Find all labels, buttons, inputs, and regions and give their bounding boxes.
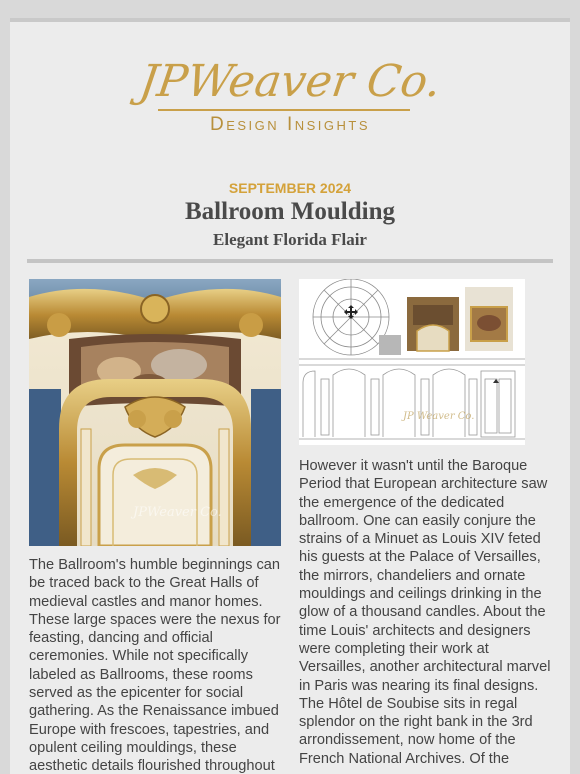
brand-tagline: Design Insights	[209, 114, 370, 135]
article-text-right: However it wasn't until the Baroque Period that European architecture saw the emergence of the dedicated ballroom. One can easily conjure the strains of a Minuet as Louis XIV feted his guests at the Palace of Versailles, the mirrors, chandeliers and ornate mouldings and ceilings drinking in the glow of a thousand candles. About the time Louis' architects and designers were completing their work at Versailles, another architectural marvel in Paris was nearing its final designs. The Hôtel de Soubise sits in regal splendor on the right bank in the 3rd arrondissement, now home of the French National Archives. Of the	[299, 458, 551, 767]
brand-script: JPWeaver Co.	[136, 56, 444, 107]
moulding-drawing-collage[interactable]	[299, 279, 525, 445]
photo-watermark: JPWeaver Co.	[133, 505, 222, 520]
issue-date: SEPTEMBER 2024	[228, 180, 352, 196]
article-text-left: The Ballroom's humble beginnings can be traced back to the Great Halls of medieval castles and manor homes. These large spaces were the nexus for feasting, dancing and official ceremonies. While not specifically labeled as Ballrooms, these rooms served as the epicenter for social gathering. As the Renaissance imbued Europe with frescoes, tapestries, and opulent ceiling mouldings, these aesthetic details flourished throughout	[29, 557, 281, 774]
brand-logo[interactable]	[10, 58, 570, 106]
section-divider	[27, 259, 553, 263]
ballroom-photo[interactable]	[29, 279, 281, 546]
article-subtitle: Elegant Florida Flair	[213, 230, 367, 249]
drawing-watermark: JP Weaver Co.	[403, 411, 475, 422]
article-title: Ballroom Moulding	[185, 198, 395, 225]
newsletter-page	[10, 18, 570, 774]
logo-divider	[158, 109, 410, 111]
